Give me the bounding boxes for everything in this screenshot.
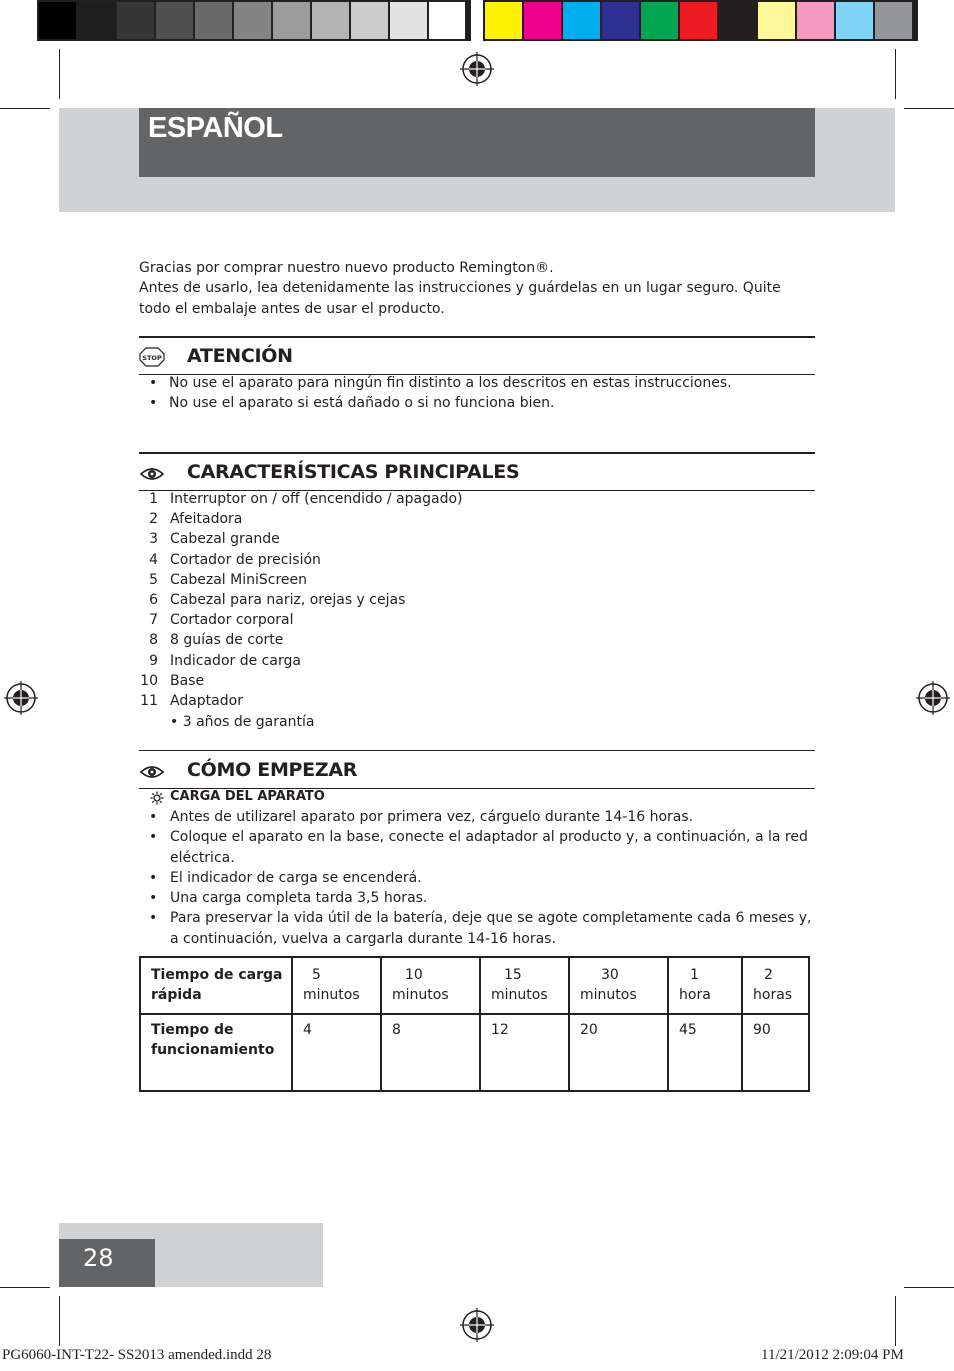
row-header-line: Tiempo de carga xyxy=(151,967,283,983)
charge-unit: horas xyxy=(753,987,793,1004)
charge-unit: minutos xyxy=(491,987,548,1004)
page-title: ESPAÑOL xyxy=(148,112,283,144)
table-divider xyxy=(568,958,570,1090)
charge-value: 30 xyxy=(601,967,619,983)
start-item-text: eléctrica. xyxy=(170,850,235,866)
registration-mark-icon xyxy=(916,681,950,715)
gray-swatch xyxy=(195,2,232,39)
table-row-header xyxy=(151,965,282,1006)
table-divider xyxy=(291,958,293,1090)
feature-label: Cabezal grande xyxy=(170,531,280,548)
charge-value: 5 xyxy=(312,967,321,983)
charge-unit: minutos xyxy=(303,987,360,1004)
row-header-line: funcionamiento xyxy=(151,1042,275,1059)
cyan-swatch xyxy=(563,2,600,39)
charge-unit: minutos xyxy=(580,987,637,1004)
charge-cell xyxy=(392,965,449,1006)
charge-cell xyxy=(303,965,360,1006)
registration-mark-icon xyxy=(460,1308,494,1342)
gray-swatch xyxy=(39,2,76,39)
crop-mark xyxy=(895,1296,896,1346)
runtime-cell: 90 xyxy=(753,1022,771,1038)
feature-label: Indicador de carga xyxy=(170,652,301,669)
row-header-line: rápida xyxy=(151,987,202,1004)
registration-mark-icon xyxy=(4,681,38,715)
feature-label: Cortador corporal xyxy=(170,612,294,629)
feature-number: 5 xyxy=(149,571,158,588)
warranty-note: • 3 años de garantía xyxy=(170,714,315,730)
runtime-cell: 4 xyxy=(303,1022,312,1038)
feature-label: Cabezal MiniScreen xyxy=(170,571,307,588)
feature-number: 10 xyxy=(140,672,158,689)
feature-number: 7 xyxy=(149,612,158,629)
magenta-swatch xyxy=(524,2,561,39)
eye-icon xyxy=(139,465,165,483)
start-item-text: Para preservar la vida útil de la batería, deje que se agote completamente cada 6 meses y, xyxy=(170,910,812,926)
crop-mark xyxy=(0,108,50,109)
blue-swatch xyxy=(602,2,639,39)
gray-swatch xyxy=(273,2,310,39)
svg-text:STOP: STOP xyxy=(142,354,162,362)
eye-icon xyxy=(139,763,165,781)
runtime-cell: 8 xyxy=(392,1022,401,1038)
feature-number: 9 xyxy=(149,652,158,669)
table-row-header xyxy=(151,1020,274,1061)
footer-timestamp: 11/21/2012 2:09:04 PM xyxy=(761,1347,904,1363)
attention-item-text: No use el aparato si está dañado o si no funciona bien. xyxy=(169,395,555,411)
red-swatch xyxy=(680,2,717,39)
gray-swatch xyxy=(312,2,349,39)
feature-number: 6 xyxy=(149,592,158,608)
gray-swatch xyxy=(78,2,115,39)
process-color-bar xyxy=(483,0,918,41)
bullet: • xyxy=(149,809,158,825)
charge-cell xyxy=(753,965,792,1006)
gray-swatch xyxy=(234,2,271,39)
charge-value: 1 xyxy=(690,967,699,983)
bullet: • xyxy=(149,829,158,845)
gray-swatch xyxy=(117,2,154,39)
intro-paragraph xyxy=(139,258,781,319)
charge-unit: minutos xyxy=(392,987,449,1004)
section-top-rule xyxy=(139,750,815,751)
row-header-line: Tiempo de xyxy=(151,1022,234,1038)
section-title-getting-started: CÓMO EMPEZAR xyxy=(187,759,358,781)
intro-line: todo el embalaje antes de usar el producto. xyxy=(139,300,445,317)
crop-mark xyxy=(904,108,954,109)
bullet: • xyxy=(149,870,158,886)
grayscale-color-bar xyxy=(37,0,471,41)
subheading-charging: CARGA DEL APARATO xyxy=(170,789,325,804)
gray-swatch xyxy=(156,2,193,39)
intro-line: Antes de usarlo, lea detenidamente las instrucciones y guárdelas en un lugar seguro. Quite xyxy=(139,280,781,297)
crop-mark xyxy=(0,1287,50,1288)
gray-swatch xyxy=(390,2,427,39)
section-top-rule xyxy=(139,452,815,454)
intro-line: Gracias por comprar nuestro nuevo producto Remington®. xyxy=(139,260,554,276)
feature-label: Cortador de precisión xyxy=(170,551,321,568)
charge-time-table xyxy=(139,956,810,1092)
footer-filename: PG6060-INT-T22- SS2013 amended.indd 28 xyxy=(2,1347,272,1363)
charge-cell xyxy=(679,965,711,1006)
table-divider xyxy=(380,958,382,1090)
feature-number: 11 xyxy=(140,693,158,709)
bullet: • xyxy=(149,910,158,926)
start-item-text: Una carga completa tarda 3,5 horas. xyxy=(170,890,428,906)
crop-mark xyxy=(59,1296,60,1346)
stop-icon xyxy=(139,347,165,367)
bullet: • xyxy=(149,890,158,906)
feature-label: Afeitadora xyxy=(170,511,243,528)
start-item-text: Coloque el aparato en la base, conecte el adaptador al producto y, a continuación, a la red xyxy=(170,829,808,845)
runtime-cell: 12 xyxy=(491,1022,509,1038)
gray-swatch xyxy=(351,2,388,39)
charge-unit: hora xyxy=(679,987,711,1004)
pink-swatch xyxy=(797,2,834,39)
light-cyan-swatch xyxy=(836,2,873,39)
table-divider xyxy=(667,958,669,1090)
registration-mark-icon xyxy=(460,52,494,86)
crop-mark xyxy=(904,1287,954,1288)
section-title-features: CARACTERÍSTICAS PRINCIPALES xyxy=(187,461,520,483)
crop-mark xyxy=(895,49,896,99)
gray-swatch xyxy=(429,2,465,39)
charge-value: 10 xyxy=(405,967,423,983)
charge-cell xyxy=(580,965,637,1006)
charge-value: 2 xyxy=(764,967,773,983)
start-item-text: Antes de utilizarel aparato por primera vez, cárguelo durante 14-16 horas. xyxy=(170,809,694,825)
start-item-text: a continuación, vuelva a cargarla durante 14-16 horas. xyxy=(170,931,556,947)
crop-mark xyxy=(59,49,60,99)
section-title-attention: ATENCIÓN xyxy=(187,345,293,367)
green-swatch xyxy=(641,2,678,39)
page-number: 28 xyxy=(83,1244,114,1272)
feature-number: 8 xyxy=(149,632,158,649)
bullet: • xyxy=(149,375,158,391)
table-divider xyxy=(141,1013,808,1015)
sun-icon xyxy=(150,791,164,805)
start-item-text: El indicador de carga se encenderá. xyxy=(170,870,422,886)
feature-number: 3 xyxy=(149,531,158,548)
feature-label: Adaptador xyxy=(170,693,243,709)
feature-label: 8 guías de corte xyxy=(170,632,284,649)
black-swatch xyxy=(719,2,756,39)
yellow-swatch xyxy=(485,2,522,39)
feature-number: 2 xyxy=(149,511,158,528)
feature-number: 1 xyxy=(149,491,158,507)
table-divider xyxy=(741,958,743,1090)
bullet: • xyxy=(149,395,158,411)
charge-cell xyxy=(491,965,548,1006)
gray-swatch xyxy=(875,2,912,39)
light-yellow-swatch xyxy=(758,2,795,39)
feature-label: Base xyxy=(170,672,205,689)
feature-label: Interruptor on / off (encendido / apagado) xyxy=(170,491,463,507)
feature-number: 4 xyxy=(149,551,158,568)
charge-value: 15 xyxy=(504,967,522,983)
attention-item-text: No use el aparato para ningún fin distinto a los descritos en estas instrucciones. xyxy=(169,375,732,391)
runtime-cell: 20 xyxy=(580,1022,598,1038)
section-top-rule xyxy=(139,336,815,338)
runtime-cell: 45 xyxy=(679,1022,697,1038)
table-divider xyxy=(479,958,481,1090)
feature-label: Cabezal para nariz, orejas y cejas xyxy=(170,592,406,608)
